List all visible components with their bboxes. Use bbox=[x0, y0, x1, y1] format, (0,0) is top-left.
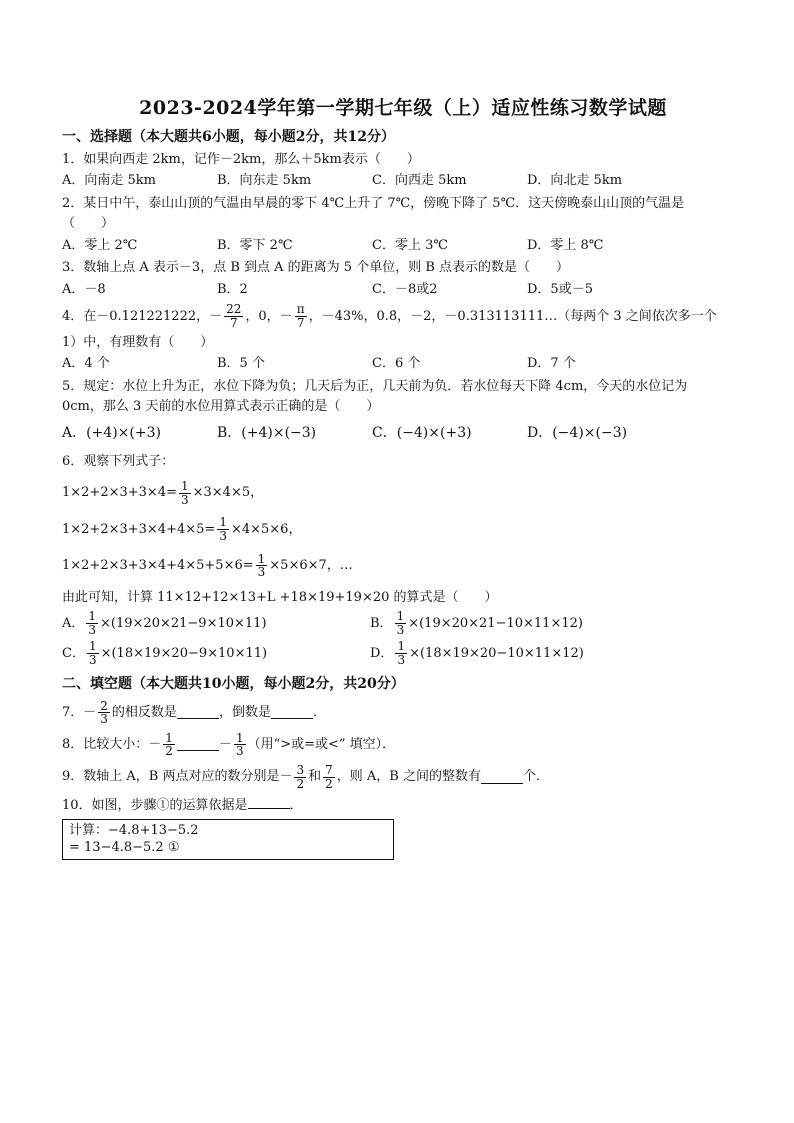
q7-fraction bbox=[98, 700, 110, 726]
q8-blank[interactable] bbox=[177, 738, 219, 751]
q5-options bbox=[62, 424, 744, 443]
q6-option-b-fraction bbox=[395, 610, 407, 636]
q6-question: 由此可知，计算 11×12+12×13+L +18×19+19×20 的算式是（ ） bbox=[62, 589, 498, 605]
q6-equation-2 bbox=[62, 516, 744, 542]
q6-option-b-numerator: 1 bbox=[396, 609, 405, 624]
q6-eq2-denominator: 3 bbox=[219, 528, 227, 543]
q9-mid: 和 bbox=[308, 769, 322, 785]
q6-option-b-expr: ×(19×20×21−10×11×12) bbox=[408, 615, 583, 631]
q6-eq1-left: 1×2+2×3+3×4= bbox=[62, 485, 177, 501]
q6-stem: 6．观察下列式子： bbox=[62, 453, 175, 469]
q6-eq2-right: ×4×5×6， bbox=[230, 521, 302, 537]
q5-option-c: C．(−4)×(+3) bbox=[372, 424, 472, 441]
q8-f1-denominator: 2 bbox=[165, 744, 173, 759]
q6-option-b-label: B． bbox=[370, 615, 393, 631]
q8-mid: － bbox=[218, 737, 232, 753]
q6-option-c-fraction bbox=[87, 640, 99, 666]
q3-option-b: B．2 bbox=[217, 281, 248, 297]
q5-option-a: A．(+4)×(+3) bbox=[62, 424, 161, 441]
q6-option-c-label: C． bbox=[62, 645, 85, 661]
q9-f2-numerator: 7 bbox=[325, 762, 333, 777]
q1-option-d: D．向北走 5km bbox=[527, 173, 623, 189]
q6-eq3-numerator: 1 bbox=[257, 551, 266, 566]
q9-text-1: ，则 A，B 之间的整数有 bbox=[336, 769, 481, 785]
q2-stem-cont: （ ） bbox=[62, 216, 115, 232]
q6-option-a bbox=[62, 610, 370, 636]
q1-options bbox=[62, 172, 744, 190]
q1-option-c: C．向西走 5km bbox=[372, 173, 467, 189]
section-fill-heading: 二、填空题（本大题共10小题，每小题2分，共20分） bbox=[62, 675, 405, 692]
q8-f1-numerator: 1 bbox=[165, 730, 173, 745]
q6-option-d-numerator: 1 bbox=[397, 639, 406, 654]
q2-stem: 2．某日中午，泰山山顶的气温由早晨的零下 4℃上升了 7℃，傍晚下降了 5℃．这天傍晚泰山山顶的气温是 bbox=[62, 195, 685, 211]
q6-eq1-denominator: 3 bbox=[180, 492, 189, 507]
q6-option-d-fraction bbox=[395, 640, 407, 666]
q10-stem bbox=[62, 796, 744, 815]
q7-text-2: ，倒数是 bbox=[218, 704, 271, 720]
q10-box-line-2: = 13−4.8−5.2 ① bbox=[69, 840, 180, 856]
q9-f1-denominator: 2 bbox=[296, 776, 305, 791]
q9-text-2: 个． bbox=[523, 769, 550, 785]
q4-option-b: B．5 个 bbox=[217, 356, 265, 372]
q5-option-b: B．(+4)×(−3) bbox=[217, 424, 317, 441]
q3-options bbox=[62, 281, 744, 299]
q9-prefix: 9．数轴上 A，B 两点对应的数分别是－ bbox=[62, 769, 293, 785]
q6-option-c-expr: ×(18×19×20−9×10×11) bbox=[100, 645, 268, 661]
q10-end: ． bbox=[289, 798, 303, 814]
q3-option-a: A．－8 bbox=[62, 281, 106, 297]
q7-numerator: 2 bbox=[100, 698, 108, 713]
q4-rest: ，－43%，0.8̇，－2，－0.313113111…（每两个 3 之间依次多一个 bbox=[308, 308, 717, 324]
q6-options-row-2 bbox=[62, 640, 744, 666]
q1-stem: 1．如果向西走 2km，记作－2km，那么＋5km表示（ ） bbox=[62, 151, 420, 167]
q6-option-c-numerator: 1 bbox=[88, 639, 97, 654]
q8-prefix: 8．比较大小：－ bbox=[62, 737, 162, 753]
q2-option-a: A．零上 2℃ bbox=[62, 237, 138, 253]
q6-eq2-numerator: 1 bbox=[219, 515, 227, 530]
q7-blank-1[interactable] bbox=[177, 706, 219, 719]
q3-option-c: C．－8或2 bbox=[372, 281, 438, 297]
q4-stem bbox=[62, 303, 744, 329]
q7-text-3: ． bbox=[312, 704, 326, 720]
q6-eq3-left: 1×2+2×3+3×4+4×5+5×6= bbox=[62, 557, 254, 573]
q10-calculation-box bbox=[62, 819, 394, 860]
q4-option-c: C．6 个 bbox=[372, 356, 421, 372]
q10-text: 10．如图，步骤①的运算依据是 bbox=[62, 798, 248, 814]
q5-stem-cont: 0cm，那么 3 天前的水位用算式表示正确的是（ ） bbox=[62, 399, 380, 415]
q9-fraction-1 bbox=[294, 764, 306, 790]
q6-equation-1 bbox=[62, 480, 744, 506]
q6-eq3-fraction bbox=[256, 553, 268, 579]
q9-stem bbox=[62, 764, 744, 790]
q10-box-line-1: 计算：−4.8+13−5.2 bbox=[69, 822, 199, 838]
q1-option-a: A．向南走 5km bbox=[62, 173, 156, 189]
exam-title: 2023-2024学年第一学期七年级（上）适应性练习数学试题 bbox=[139, 97, 667, 119]
q7-stem bbox=[62, 700, 744, 726]
q6-options-row-1 bbox=[62, 610, 744, 636]
q4-option-a: A．4 个 bbox=[62, 356, 110, 372]
q10-blank[interactable] bbox=[248, 796, 290, 809]
q4-f2-numerator: π bbox=[296, 302, 305, 317]
q7-denominator: 3 bbox=[100, 712, 108, 727]
q8-f2-numerator: 1 bbox=[235, 730, 244, 745]
q6-eq3-denominator: 3 bbox=[257, 565, 266, 580]
q6-option-c bbox=[62, 640, 370, 666]
q4-prefix: 4．在－0.121221222，－ bbox=[62, 308, 223, 324]
q6-eq1-fraction bbox=[179, 480, 191, 506]
q2-option-d: D．零上 8℃ bbox=[527, 237, 604, 253]
q8-text: （用“>或=或<” 填空）． bbox=[247, 737, 396, 753]
q2-option-c: C．零上 3℃ bbox=[372, 237, 448, 253]
q5-option-d: D．(−4)×(−3) bbox=[527, 424, 628, 441]
q6-option-b bbox=[370, 610, 678, 636]
q8-fraction-1 bbox=[163, 732, 175, 758]
q7-prefix: 7．－ bbox=[62, 704, 97, 720]
q4-f1-numerator: 22 bbox=[226, 302, 242, 317]
q4-fraction-pi-7 bbox=[295, 303, 307, 329]
q4-options bbox=[62, 355, 744, 373]
q9-blank[interactable] bbox=[481, 771, 523, 784]
q1-option-b: B．向东走 5km bbox=[217, 173, 312, 189]
q6-option-b-denominator: 3 bbox=[396, 622, 405, 637]
q6-eq1-right: ×3×4×5， bbox=[192, 485, 264, 501]
q6-eq2-fraction bbox=[217, 516, 229, 542]
q3-option-d: D．5或－5 bbox=[527, 281, 593, 297]
q4-stem-cont: 1）中，有理数有（ ） bbox=[62, 334, 214, 350]
q6-option-d-denominator: 3 bbox=[397, 653, 406, 668]
q6-option-d bbox=[370, 640, 678, 666]
q2-options bbox=[62, 237, 744, 255]
q6-eq3-right: ×5×6×7，… bbox=[269, 557, 353, 573]
q7-blank-2[interactable] bbox=[271, 706, 313, 719]
q6-equation-3 bbox=[62, 553, 744, 579]
q9-f2-denominator: 2 bbox=[325, 776, 333, 791]
q6-option-d-expr: ×(18×19×20−10×11×12) bbox=[409, 645, 584, 661]
q7-text-1: 的相反数是 bbox=[111, 704, 177, 720]
q4-f2-denominator: 7 bbox=[296, 315, 305, 330]
q9-f1-numerator: 3 bbox=[296, 762, 305, 777]
q4-mid: ，0，－ bbox=[245, 308, 293, 324]
q6-eq2-left: 1×2+2×3+3×4+4×5= bbox=[62, 521, 216, 537]
q6-option-a-numerator: 1 bbox=[88, 609, 97, 624]
q6-option-a-fraction bbox=[86, 610, 98, 636]
q8-f2-denominator: 3 bbox=[235, 744, 244, 759]
q6-option-a-expr: ×(19×20×21−9×10×11) bbox=[100, 615, 267, 631]
q8-stem bbox=[62, 732, 744, 758]
q2-option-b: B．零下 2℃ bbox=[217, 237, 293, 253]
q9-fraction-2 bbox=[323, 764, 335, 790]
q6-option-c-denominator: 3 bbox=[88, 653, 97, 668]
q5-stem: 5．规定：水位上升为正，水位下降为负；几天后为正，几天前为负．若水位每天下降 4cm，今天的水位记为 bbox=[62, 378, 688, 394]
section-choice-heading: 一、选择题（本大题共6小题，每小题2分，共12分） bbox=[62, 128, 395, 145]
q3-stem: 3．数轴上点 A 表示－3，点 B 到点 A 的距离为 5 个单位，则 B 点表示的数是（ ） bbox=[62, 260, 570, 276]
q4-f1-denominator: 7 bbox=[229, 315, 238, 330]
q6-eq1-numerator: 1 bbox=[180, 479, 189, 494]
q6-option-a-label: A． bbox=[62, 615, 85, 631]
q8-fraction-2 bbox=[234, 732, 246, 758]
q4-option-d: D．7 个 bbox=[527, 356, 576, 372]
q4-fraction-22-7 bbox=[224, 303, 243, 329]
q6-option-d-label: D． bbox=[370, 645, 394, 661]
q6-option-a-denominator: 3 bbox=[88, 622, 97, 637]
